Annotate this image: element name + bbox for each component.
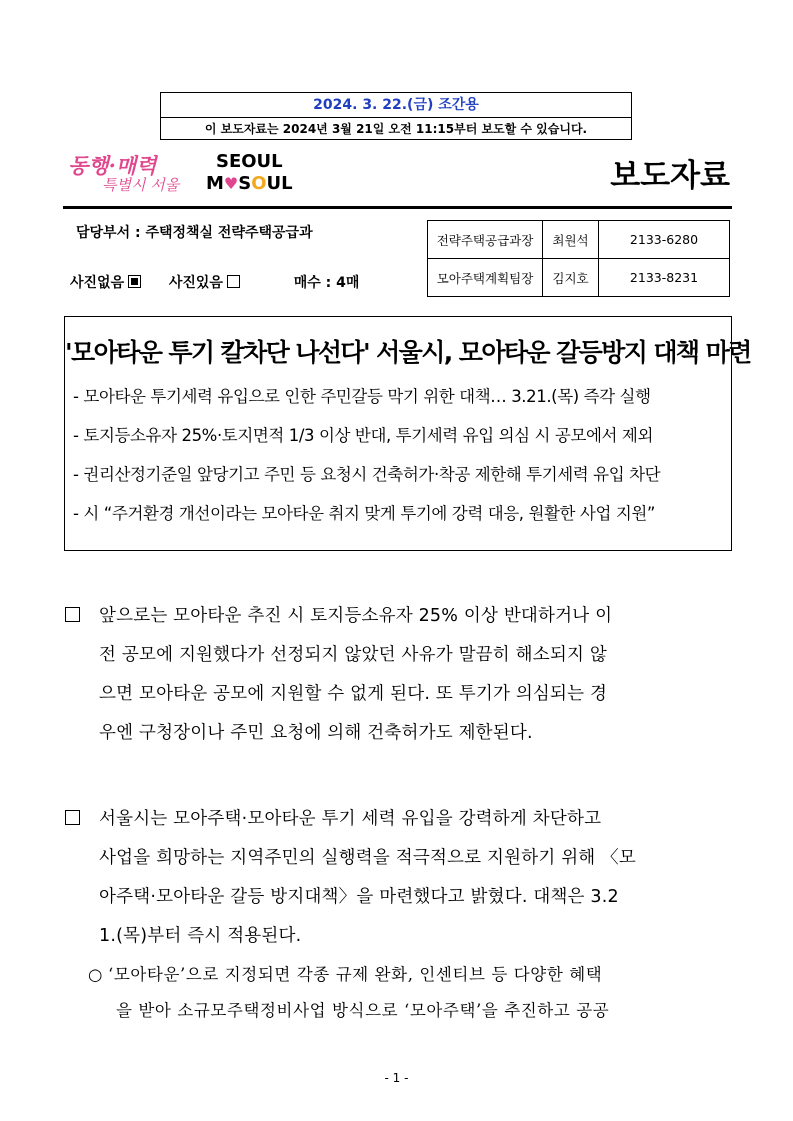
paragraph-line: 전 공모에 지원했다가 선정되지 않았던 사유가 말끔히 해소되지 않 [99,645,607,665]
unchecked-box-icon [227,275,240,288]
seoul-logo-line1: SEOUL [216,151,283,172]
embargo-box [160,92,632,140]
paragraph-1 [65,597,735,753]
slogan-line1: 동행·매력 [68,153,157,178]
subhead: - 시 “주거환경 개선이라는 모아타운 취지 맞게 투기에 강력 대응, 원활한 사업 지원” [73,504,656,523]
contact-phone: 2133-6280 [599,221,730,259]
subpoint [88,957,733,1029]
paragraph-line: 1.(목)부터 즉시 적용된다. [99,926,302,946]
paragraph-line: 서울시는 모아주택·모아타운 투기 세력 유입을 강력하게 차단하고 [99,809,602,829]
paragraph-line: 우엔 구청장이나 주민 요청에 의해 건축허가도 제한된다. [99,723,533,743]
photo-info [70,272,359,292]
subhead: - 토지등소유자 25%·토지면적 1/3 이상 반대, 투기세력 유입 의심 시 공모에서 제외 [73,426,653,445]
subpoint-line: 을 받아 소규모주택정비사업 방식으로 ‘모아주택’을 추진하고 공공 [116,1001,610,1020]
subhead: - 모아타운 투기세력 유입으로 인한 주민갈등 막기 위한 대책… 3.21.(목) 즉각 실행 [73,387,651,406]
contact-phone: 2133-8231 [599,259,730,297]
paragraph-2 [65,800,735,956]
logo-letter-s: S [238,173,252,194]
logo-letter-o: O [251,173,267,194]
header-divider [63,206,732,209]
page-count: 매수 : 4매 [293,275,360,291]
contact-role: 모아주택계획팀장 [428,259,543,297]
contact-name: 김지호 [543,259,599,297]
embargo-date: 2024. 3. 22.(금) 조간용 [161,93,631,118]
department-label: 담당부서 : 주택정책실 전략주택공급과 [76,225,313,241]
paragraph-line: 으면 모아타운 공모에 지원할 수 없게 된다. 또 투기가 의심되는 경 [99,684,608,704]
checked-box-icon [128,275,141,288]
table-row [428,259,730,297]
circle-bullet-icon: ○ [88,965,103,984]
square-bullet-icon [65,810,80,825]
paragraph-line: 사업을 희망하는 지역주민의 실행력을 적극적으로 지원하기 위해 〈모 [99,848,636,868]
seoul-my-soul-logo [206,151,293,196]
photo-none-label: 사진없음 [70,275,125,291]
paragraph-line: 아주택·모아타운 갈등 방지대책〉을 마련했다고 밝혔다. 대책은 3.2 [99,887,619,907]
page-number: - 1 - [384,1071,409,1085]
photo-yes-label: 사진있음 [168,275,223,291]
subhead: - 권리산정기준일 앞당기고 주민 등 요청시 건축허가·착공 제한해 투기세력 유입 차단 [73,465,661,484]
logo-letter-m: M [206,173,224,194]
contact-table [427,220,730,297]
slogan-logo [68,150,188,200]
subpoint-line: ‘모아타운’으로 지정되면 각종 규제 완화, 인센티브 등 다양한 혜택 [108,965,603,984]
contact-name: 최원석 [543,221,599,259]
paragraph-line: 앞으로는 모아타운 추진 시 토지등소유자 25% 이상 반대하거나 이 [99,606,613,626]
embargo-notice: 이 보도자료는 2024년 3월 21일 오전 11:15부터 보도할 수 있습니다. [204,122,588,136]
slogan-line2: 특별시 서울 [102,176,180,194]
contact-role: 전략주택공급과장 [428,221,543,259]
seoul-logo-line2 [206,174,293,194]
headline: '모아타운 투기 칼차단 나선다' 서울시, 모아타운 갈등방지 대책 마련 [65,338,751,367]
press-release-title: 보도자료 [610,158,730,194]
heart-icon: ♥ [223,174,239,193]
headline-box [64,316,751,551]
table-row [428,221,730,259]
square-bullet-icon [65,607,80,622]
logo-letters-ul: UL [266,173,293,194]
